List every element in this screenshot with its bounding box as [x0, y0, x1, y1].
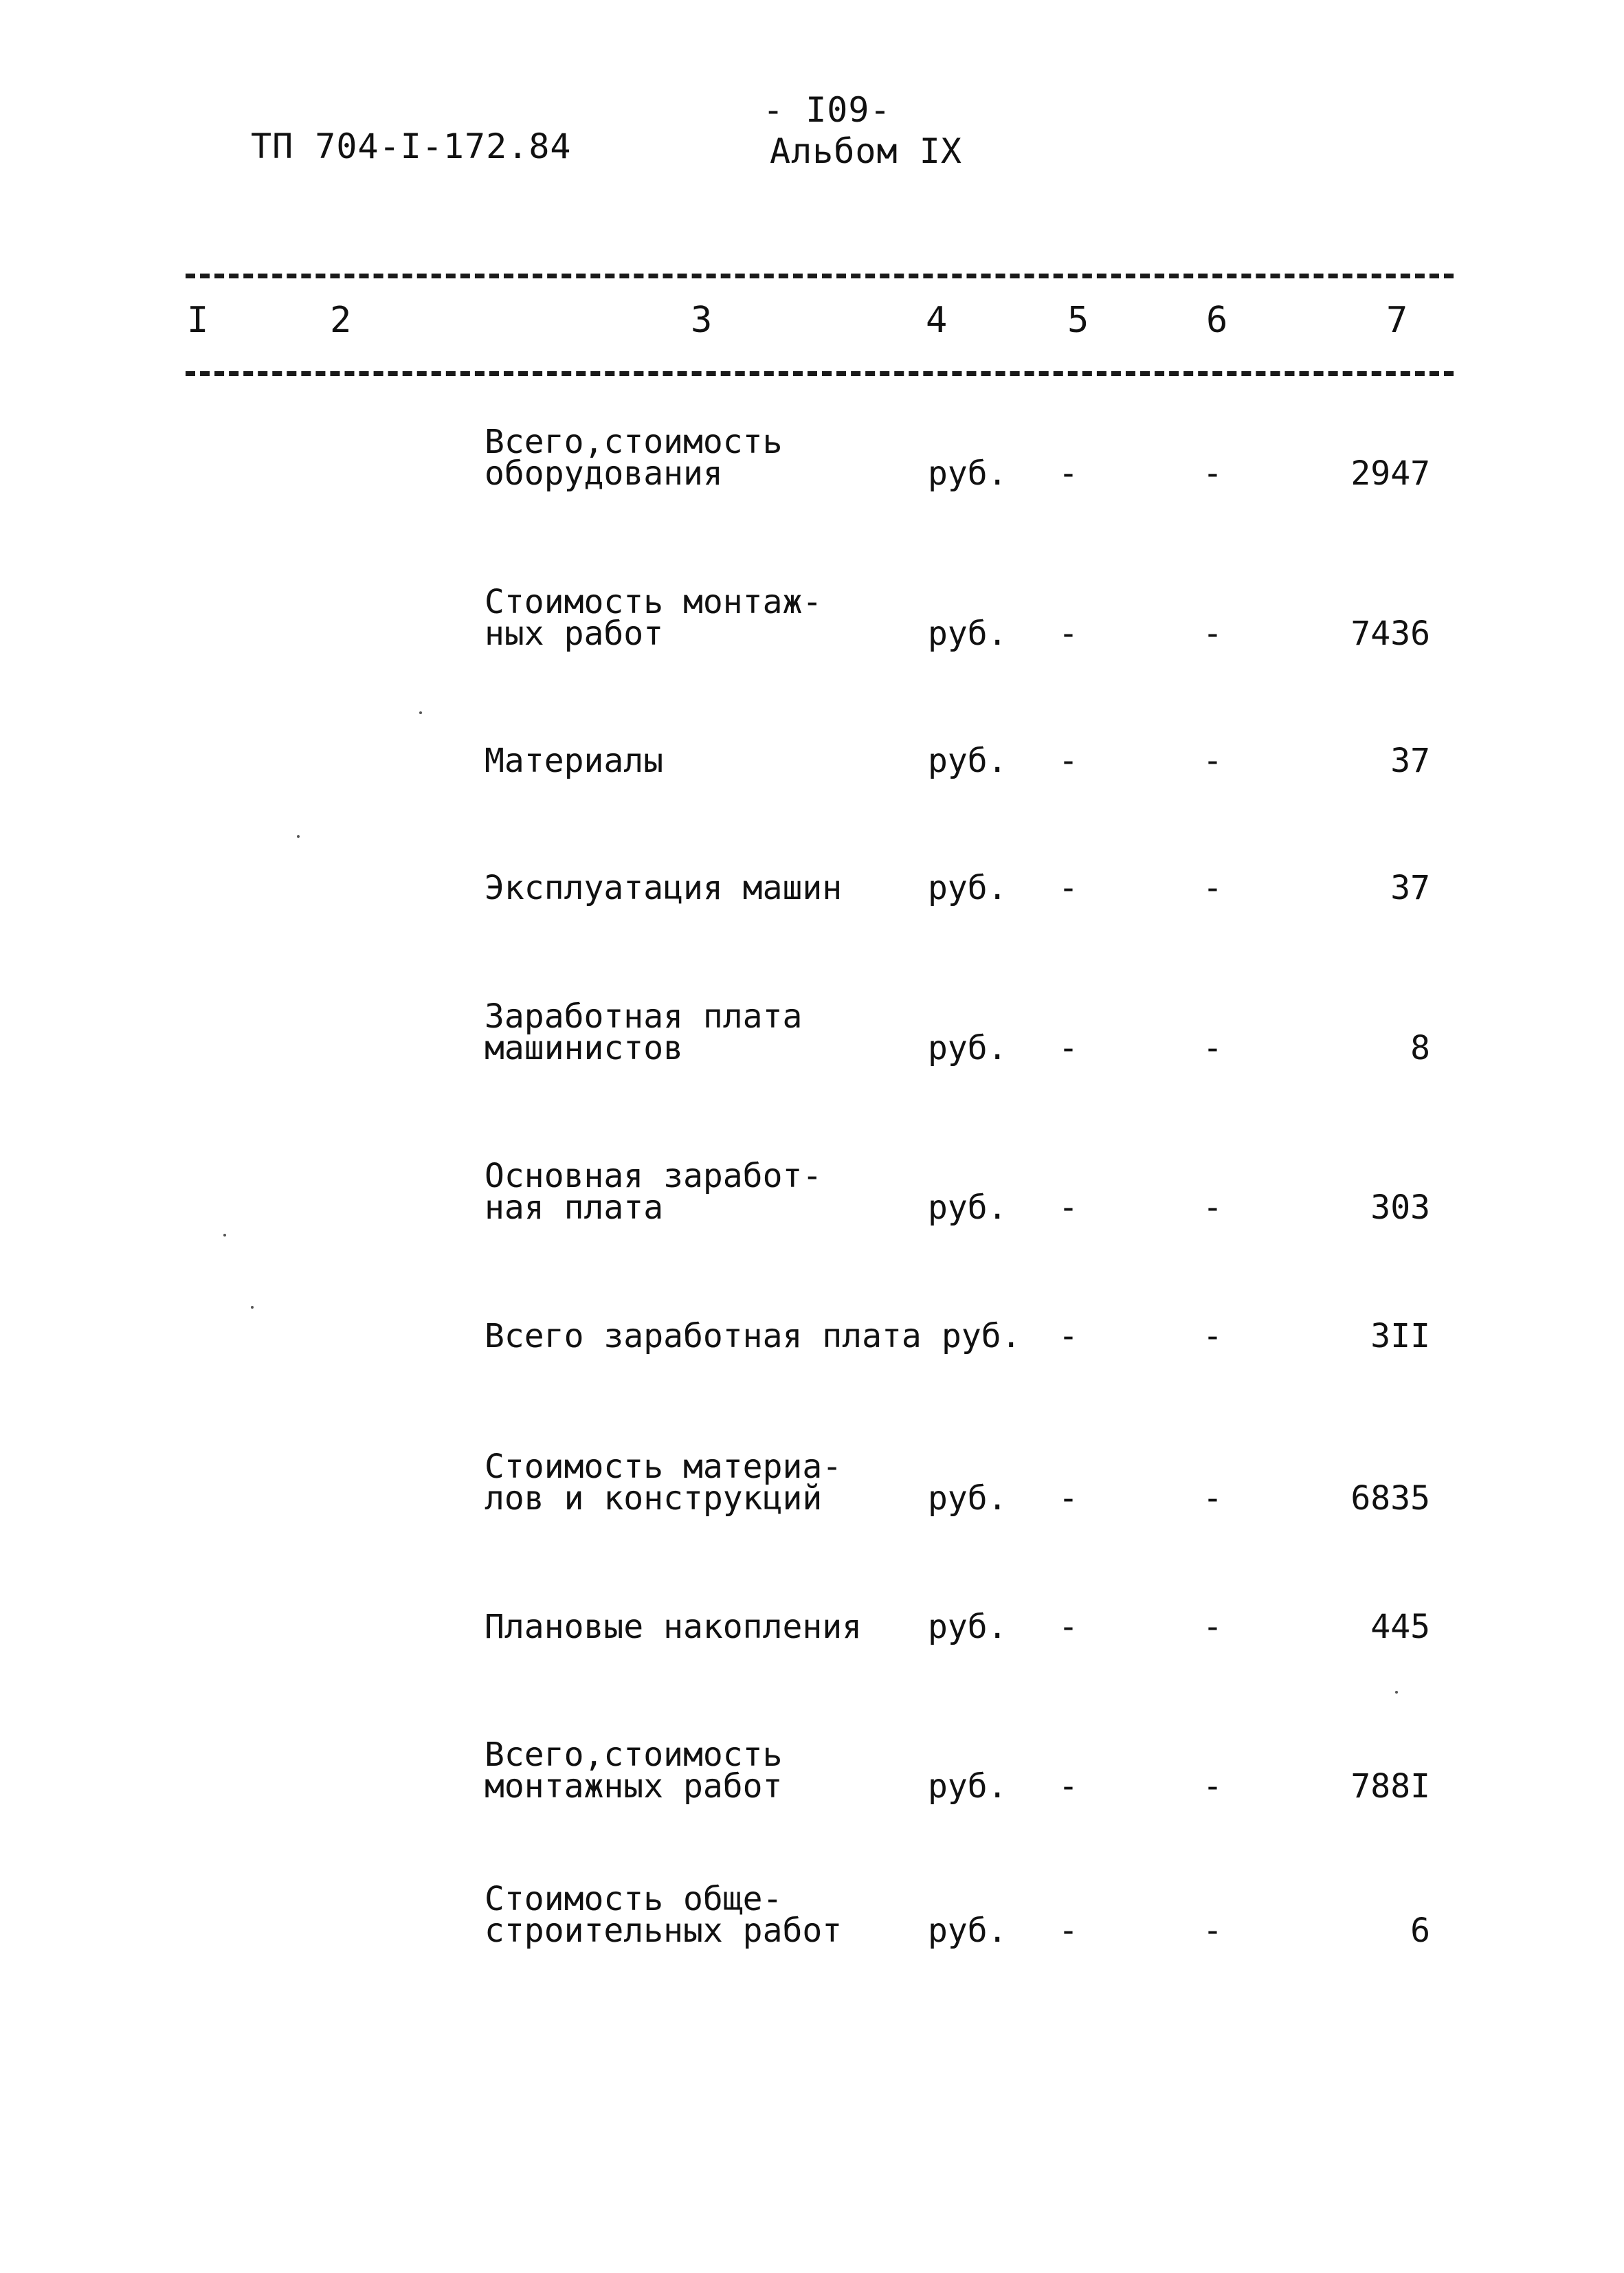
row-value: 37 [1390, 742, 1430, 780]
row-unit: руб. [928, 614, 1008, 653]
table-row [0, 553, 1624, 653]
row-label-line: Стоимость обще- [485, 1880, 783, 1918]
table-row [0, 1706, 1624, 1806]
row-label [485, 997, 803, 1067]
row-label [485, 1736, 783, 1806]
row-value: 788I [1350, 1767, 1430, 1806]
row-col6: - [1203, 1188, 1223, 1227]
row-value: 7436 [1350, 614, 1430, 653]
row-label-line: Эксплуатация машин [485, 869, 843, 907]
row-label [485, 869, 843, 907]
row-label-line: Всего,стоимость [485, 423, 783, 461]
row-unit: руб. [928, 1911, 1008, 1950]
row-unit: руб. [928, 1608, 1008, 1646]
row-unit: руб. [928, 869, 1008, 907]
table-row [0, 968, 1624, 1067]
row-label-line: ных работ [485, 614, 664, 653]
row-col6: - [1203, 1608, 1223, 1646]
row-col6: - [1203, 1767, 1223, 1806]
row-label-line: Стоимость материа- [485, 1448, 843, 1486]
row-label [485, 583, 823, 653]
row-label-line: Заработная плата [485, 997, 803, 1036]
row-label-line: монтажных работ [485, 1767, 783, 1806]
table-top-rule [186, 274, 1454, 278]
scan-speck [251, 1306, 254, 1309]
row-label [485, 1448, 843, 1518]
row-label-line: Стоимость монтаж- [485, 583, 823, 621]
row-label [485, 1157, 823, 1227]
album-label: Альбом IX [770, 131, 962, 171]
row-col5: - [1058, 1029, 1078, 1067]
column-header-5: 5 [1067, 300, 1089, 341]
row-label [485, 423, 783, 493]
column-header-7: 7 [1386, 300, 1408, 341]
table-row [0, 808, 1624, 907]
table-row [0, 393, 1624, 493]
table-row [0, 1418, 1624, 1518]
row-col5: - [1058, 1608, 1078, 1646]
row-col5: - [1058, 869, 1078, 907]
row-value: 8 [1410, 1029, 1430, 1067]
row-col5: - [1058, 1911, 1078, 1950]
row-unit: руб. [928, 1188, 1008, 1227]
row-unit: руб. [928, 454, 1008, 493]
document-code: ТП 704-I-172.84 [251, 126, 572, 166]
row-label-line: машинистов [485, 1029, 683, 1067]
row-label [485, 1608, 863, 1646]
scan-speck [223, 1234, 226, 1237]
row-label-line: Плановые накопления [485, 1608, 863, 1646]
page-number: - I09- [763, 90, 891, 130]
row-col6: - [1203, 1911, 1223, 1950]
row-label-line: оборудования [485, 454, 723, 493]
row-col6: - [1203, 1029, 1223, 1067]
row-col5: - [1058, 1767, 1078, 1806]
column-header-2: 2 [330, 300, 352, 341]
row-label-line: Основная заработ- [485, 1157, 823, 1195]
row-unit: руб. [928, 1479, 1008, 1518]
table-row [0, 680, 1624, 780]
row-col6: - [1203, 1317, 1223, 1355]
table-row [0, 1546, 1624, 1646]
row-label [485, 1880, 843, 1950]
table-row [0, 1850, 1624, 1950]
row-col5: - [1058, 1479, 1078, 1518]
row-unit: руб. [928, 742, 1008, 780]
row-value: 37 [1390, 869, 1430, 907]
row-value: 6835 [1350, 1479, 1430, 1518]
table-row [0, 1256, 1624, 1355]
row-unit: руб. [928, 1767, 1008, 1806]
row-value: 445 [1370, 1608, 1430, 1646]
row-value: 2947 [1350, 454, 1430, 493]
row-label-line: Всего заработная плата [485, 1317, 922, 1355]
row-value: 303 [1370, 1188, 1430, 1227]
row-col5: - [1058, 454, 1078, 493]
row-col6: - [1203, 1479, 1223, 1518]
row-label [485, 742, 664, 780]
row-unit: руб. [928, 1029, 1008, 1067]
row-col6: - [1203, 454, 1223, 493]
row-col6: - [1203, 614, 1223, 653]
column-header-1: I [187, 300, 209, 341]
row-value: 6 [1410, 1911, 1430, 1950]
row-col6: - [1203, 869, 1223, 907]
table-header-rule [186, 371, 1454, 376]
scan-speck [297, 835, 300, 838]
table-row [0, 1127, 1624, 1227]
row-value: 3II [1370, 1317, 1430, 1355]
column-header-4: 4 [926, 300, 948, 341]
column-header-6: 6 [1206, 300, 1228, 341]
scan-speck [1395, 1691, 1398, 1694]
row-label-line: лов и конструкций [485, 1479, 823, 1518]
row-label-line: Всего,стоимость [485, 1736, 783, 1774]
row-col5: - [1058, 742, 1078, 780]
row-unit: руб. [942, 1317, 1021, 1355]
row-col6: - [1203, 742, 1223, 780]
row-col5: - [1058, 1188, 1078, 1227]
row-label-line: строительных работ [485, 1911, 843, 1950]
row-label-line: Материалы [485, 742, 664, 780]
row-col5: - [1058, 614, 1078, 653]
row-label-line: ная плата [485, 1188, 664, 1227]
scan-speck [419, 711, 422, 714]
row-col5: - [1058, 1317, 1078, 1355]
row-label [485, 1317, 922, 1355]
column-header-3: 3 [691, 300, 713, 341]
